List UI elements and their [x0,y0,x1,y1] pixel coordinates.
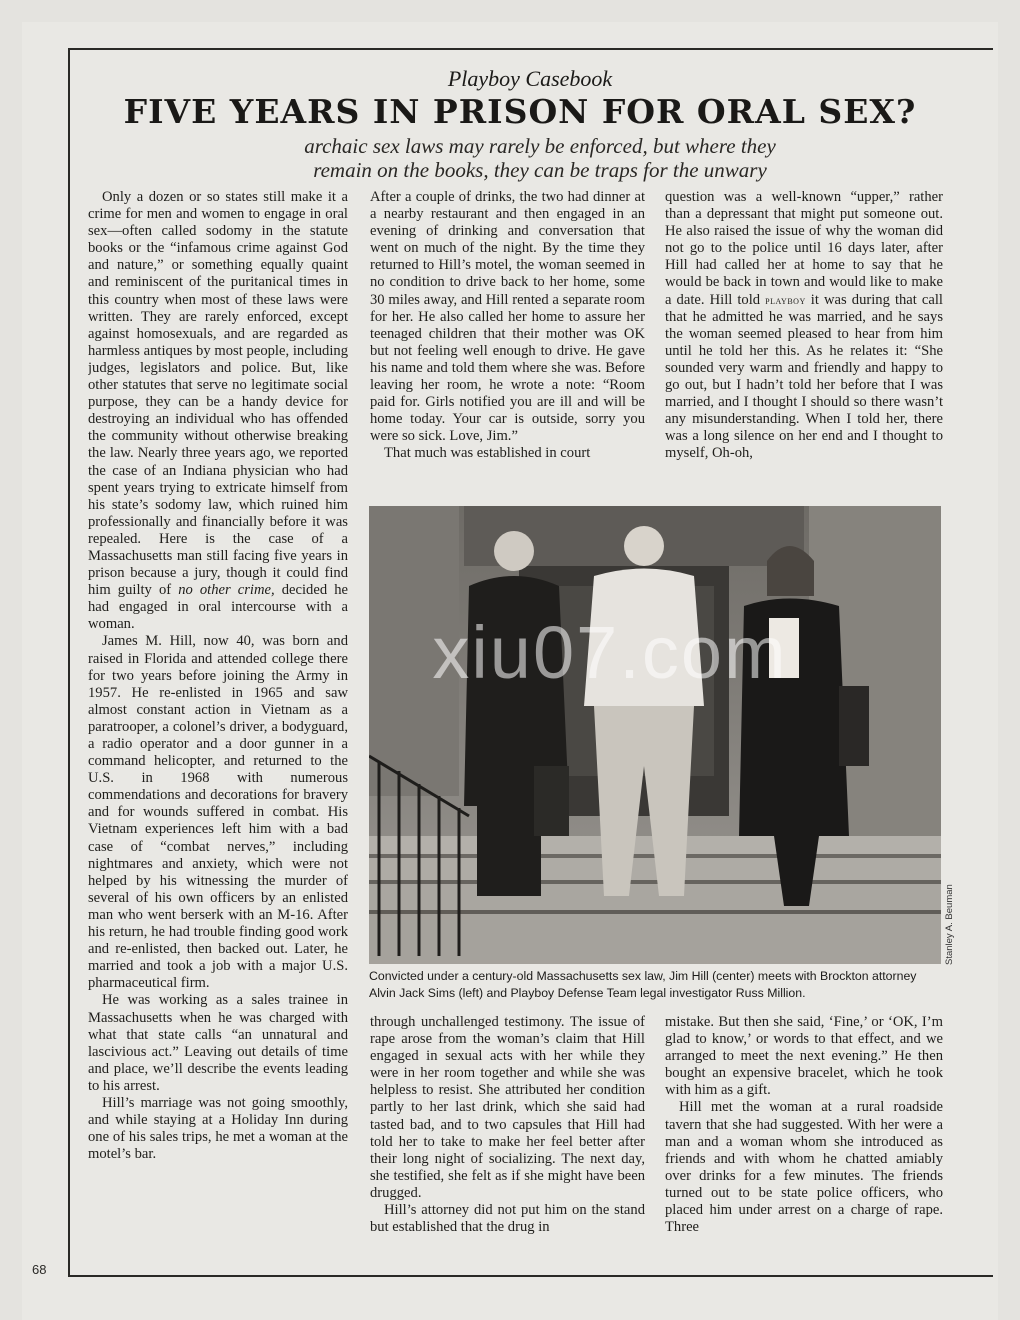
column2-bottom-paragraph-1: through unchallenged testimony. The issue of rape arose from the woman’s claim that Hill engaged in sexual acts with her while they were in her room together and while she was helpless to resist. She attributed her condition partly to her last drink, which she said had tasted bad, and to two capsules that Hill had told her to take to make her feel better after their long night of socializing. The next day, she testified, she felt as if she might have been drugged. [370,1014,645,1201]
column-3-top [665,189,943,499]
column3-bottom-paragraph-2: Hill met the woman at a rural roadside tavern that she had suggested. With her were a man and a woman whom she introduced as friends and with whom he chatted amiably over drinks for a few minutes. The friends turned out to be state police officers, who placed him under arrest on a charge of rape. Three [665,1099,943,1236]
emphasis-text: no other crime, [178,582,275,599]
text-run: Only a dozen or so states still make it a crime for men and women to engage in oral sex—often called sodomy in the statute books or the “infamous crime against God and nature,” or something equally quaint and reminiscent of the puritanical times in this country when most of these laws were written. They are rarely enforced, except against homosexuals, and are regarded as harmless antiques by most people, including judges, legislators and police. But, like other statutes that serve no legitimate social purpose, they can be a handy device for destroying an individual who has offended the community without otherwise breaking the law. Nearly three years ago, we reported the case of an Indiana physician who had spent years trying to extricate himself from his state’s sodomy law, which ruined him professionally and financially before it was repealed. Here is the case of a Massachusetts man still facing five years in prison because a jury, though it could find him guilty of [88,189,348,599]
column3-paragraph-1 [665,189,943,463]
column-2-top [370,189,645,499]
column1-paragraph-3: He was working as a sales trainee in Massachusetts when he was charged with what that state calls “an unnatural and lascivious act.” Leaving out details of time and place, we’ll describe the events leading to his arrest. [88,992,348,1094]
frame-rule-top [68,48,993,50]
column3-bottom-paragraph-1: mistake. But then she said, ‘Fine,’ or ‘OK, I’m glad to know,’ or words to that effect, and we arranged to meet the next evening.” He then bought an expensive bracelet, which he took with him as a gift. [665,1014,943,1099]
deck-line-2: remain on the books, they can be traps for the unwary [313,158,767,182]
photo-caption: Convicted under a century-old Massachusetts sex law, Jim Hill (center) meets with Brockton attorney Alvin Jack Sims (left) and Playboy Defense Team legal investigator Russ Million. [369,969,917,1000]
frame-rule-bottom [68,1275,993,1277]
text-run: decided he had engaged in oral intercourse with a woman. [88,582,348,633]
deck-line-1: archaic sex laws may rarely be enforced, but where they [304,134,776,158]
text-run: question was a well-known “upper,” rather than a depressant that might put someone out. He also raised the issue of why the woman did not go to the police until 16 days later, after Hill had called her at home to say that he would be back in town and would like to make a date. Hill told [665,189,943,308]
column2-paragraph-1: After a couple of drinks, the two had dinner at a nearby restaurant and then engaged in an evening of drinking and conversation that went on much of the night. By the time they returned to Hill’s motel, the woman seemed in no condition to drive back to her home, some 30 miles away, and Hill rented a separate room for her. He also called her home to assure her teenaged children that their mother was OK but not feeling well enough to drive. He gave his name and told them where she was. Before leaving her room, he wrote a note: “Room paid for. Girls notified you are ill and will be home today. Your car is outside, sorry you were so sick. Love, Jim.” [370,189,645,445]
article-deck [200,134,880,182]
playboy-small-caps: playboy [765,292,806,307]
photo-illustration [369,506,941,964]
section-kicker: Playboy Casebook [447,66,613,91]
column-2-bottom [370,1014,645,1259]
watermark-text: xiu07.com [432,611,788,694]
column1-paragraph-2: James M. Hill, now 40, was born and raised in Florida and attended college there for two years before joining the Army in 1957. He re-enlisted in 1965 and saw almost constant action in Vietnam as a paratrooper, a colonel’s driver, a bodyguard, a radio operator and a door gunner in a command helicopter, and returned to the U.S. in 1968 with numerous commendations and decorations for bravery and for wounds suffered in combat. His Vietnam experiences left him with a bad case of “combat nerves,” including nightmares and anxiety, which were not helped by his witnessing the murder of several of his own officers by an enlisted man who went berserk with an M-16. After his return, he had trouble finding good work and re-enlisted, then backed out. Later, he married and took a job with a major U.S. pharmaceutical firm. [88,633,348,992]
column2-paragraph-2: That much was established in court [384,445,591,462]
article-photo [369,506,941,964]
text-run: it was during that call that he admitted he was married, and he says the woman seemed pleased to hear from him until he told her this. As he relates it: “She sounded very warm and friendly and happy to go out, but I hadn’t told her before that I was married, and I thought I should so there wasn’t any misunderstanding. When I told her, there was a long silence on her end and I thought to myself, Oh-oh, [665,291,943,462]
column2-bottom-paragraph-2: Hill’s attorney did not put him on the stand but established that the drug in [370,1202,645,1236]
frame-rule-left [68,48,70,1276]
page-number: 68 [32,1262,47,1277]
column-1 [88,189,348,1255]
article-headline: FIVE YEARS IN PRISON FOR ORAL SEX? [123,92,917,131]
column1-paragraph-1 [88,189,348,633]
column1-paragraph-4: Hill’s marriage was not going smoothly, and while staying at a Holiday Inn during one of his sales trips, he met a woman at the motel’s bar. [88,1094,348,1163]
photo-credit: Stanley A. Beuman [944,884,955,965]
column-3-bottom [665,1014,943,1259]
